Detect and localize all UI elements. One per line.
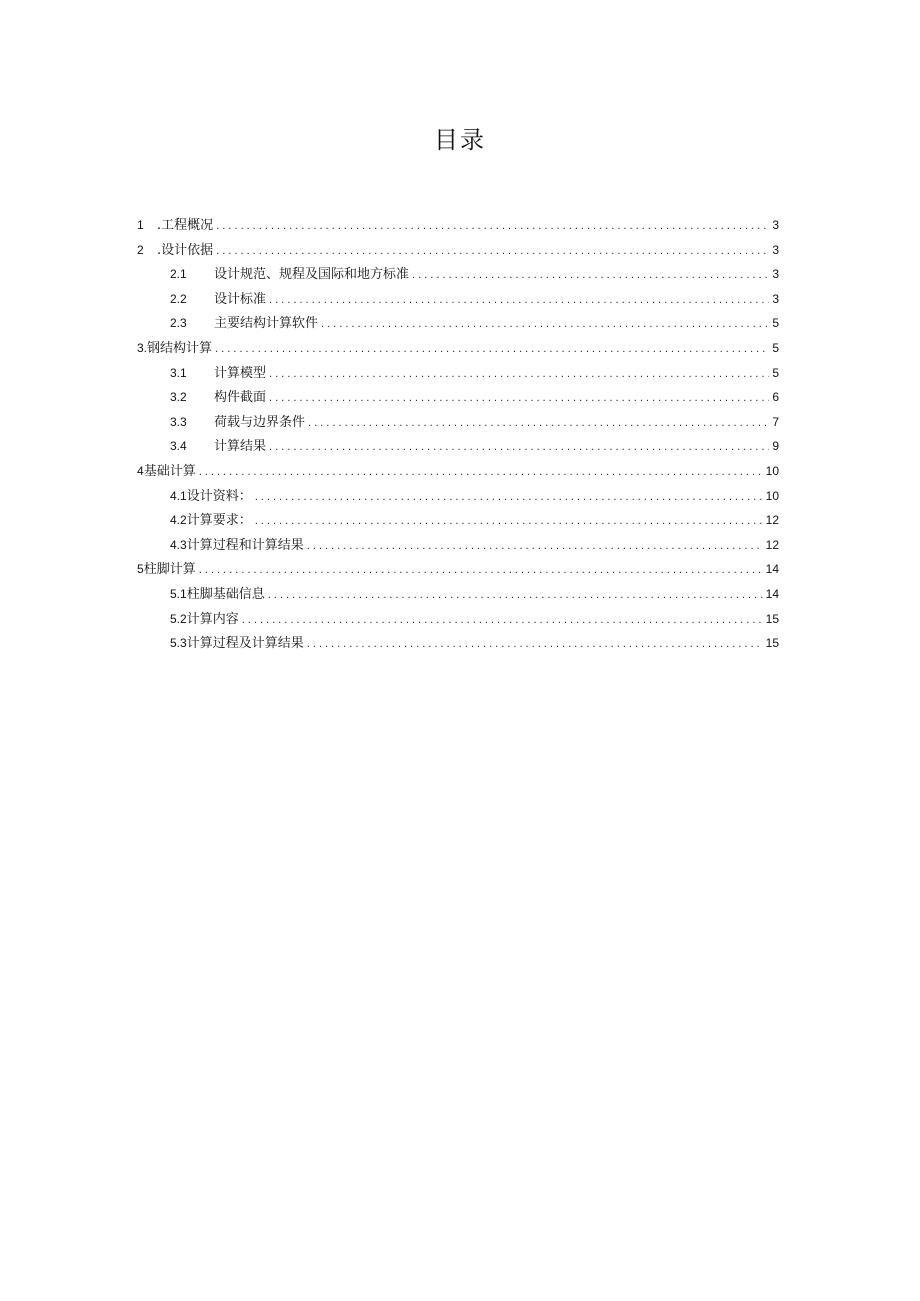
toc-dot-leader (269, 436, 769, 461)
toc-list (137, 213, 779, 656)
toc-entry-page: 6 (772, 390, 779, 405)
toc-entry-page: 14 (765, 562, 779, 577)
toc-entry[interactable] (137, 533, 779, 558)
toc-entry-title: 构件截面 (214, 390, 267, 406)
toc-entry[interactable] (137, 287, 779, 312)
toc-entry-page: 14 (765, 586, 779, 601)
toc-entry-title: 柱脚计算 (143, 562, 196, 578)
toc-dot-leader (242, 609, 763, 634)
toc-entry[interactable] (137, 582, 779, 607)
toc-dot-leader (321, 313, 769, 338)
toc-dot-leader (269, 363, 769, 388)
toc-entry-title: 设计资料： (186, 488, 252, 504)
toc-entry-number: 4.3 (170, 537, 187, 552)
toc-entry-page: 3 (772, 242, 779, 257)
toc-entry[interactable] (137, 311, 779, 336)
toc-entry-title: .设计依据 (157, 242, 214, 258)
toc-dot-leader (307, 633, 763, 658)
toc-entry[interactable] (137, 508, 779, 533)
toc-entry-number: 5.1 (170, 586, 187, 601)
toc-entry-number: 2.3 (170, 316, 187, 331)
toc-dot-leader (268, 584, 763, 609)
toc-entry-number: 3. (137, 340, 148, 355)
toc-entry-page: 10 (765, 488, 779, 503)
toc-entry[interactable] (137, 262, 779, 287)
toc-dot-leader (216, 215, 769, 240)
toc-dot-leader (255, 510, 763, 535)
toc-entry-page: 7 (772, 414, 779, 429)
toc-entry-number: 5 (137, 562, 144, 577)
toc-entry[interactable] (137, 631, 779, 656)
toc-dot-leader (269, 289, 769, 314)
toc-dot-leader (215, 338, 769, 363)
toc-entry[interactable] (137, 459, 779, 484)
toc-entry-title: 钢结构计算 (147, 340, 213, 356)
toc-entry-title: 主要结构计算软件 (214, 316, 319, 332)
toc-entry-title: 计算结果 (214, 439, 267, 455)
toc-entry-number: 2.2 (170, 291, 187, 306)
toc-entry[interactable] (137, 434, 779, 459)
toc-entry[interactable] (137, 484, 779, 509)
toc-entry[interactable] (137, 385, 779, 410)
toc-entry-number: 5.2 (170, 611, 187, 626)
toc-entry-number: 1 (137, 218, 144, 232)
toc-entry-title: 设计规范、规程及国际和地方标准 (214, 267, 410, 283)
toc-entry[interactable] (137, 410, 779, 435)
toc-entry-title: 计算要求： (186, 513, 252, 529)
toc-entry-title: 荷载与边界条件 (214, 414, 306, 430)
toc-entry-page: 15 (765, 611, 779, 626)
toc-entry-page: 3 (772, 291, 779, 306)
toc-dot-leader (269, 387, 769, 412)
toc-entry-title: 柱脚基础信息 (186, 586, 265, 602)
toc-dot-leader (199, 559, 763, 584)
toc-entry-number: 2.1 (170, 267, 187, 282)
toc-entry-number: 4.2 (170, 513, 187, 528)
toc-title: 目录 (434, 126, 486, 154)
toc-entry[interactable] (137, 557, 779, 582)
toc-entry[interactable] (137, 361, 779, 386)
toc-entry-number: 3.4 (170, 439, 187, 454)
toc-entry-page: 12 (765, 513, 779, 528)
toc-entry-page: 5 (772, 365, 779, 380)
toc-entry-title: 设计标准 (214, 291, 267, 307)
toc-entry-title: 计算内容 (186, 611, 239, 627)
toc-entry-number: 2 (137, 242, 144, 257)
toc-entry-page: 9 (772, 439, 779, 454)
toc-dot-leader (199, 461, 763, 486)
toc-entry-title: .工程概况 (157, 218, 214, 233)
toc-dot-leader (308, 412, 769, 437)
toc-entry[interactable] (137, 607, 779, 632)
toc-entry-title: 基础计算 (143, 463, 196, 479)
toc-entry[interactable] (137, 238, 779, 263)
toc-entry-title: 计算过程和计算结果 (186, 537, 304, 553)
toc-entry-page: 10 (765, 463, 779, 478)
toc-entry[interactable] (137, 213, 779, 238)
toc-entry-number: 4 (137, 463, 144, 478)
toc-dot-leader (216, 240, 769, 265)
toc-entry-page: 5 (772, 340, 779, 355)
toc-entry-title: 计算模型 (214, 365, 267, 381)
toc-entry-page: 12 (765, 537, 779, 552)
toc-entry-page: 5 (772, 316, 779, 331)
toc-entry-number: 4.1 (170, 488, 187, 503)
toc-entry-page: 3 (772, 218, 779, 232)
toc-entry[interactable] (137, 336, 779, 361)
toc-entry-title: 计算过程及计算结果 (186, 636, 304, 652)
toc-entry-number: 3.1 (170, 365, 187, 380)
toc-dot-leader (412, 264, 769, 289)
toc-entry-number: 5.3 (170, 636, 187, 651)
toc-entry-number: 3.3 (170, 414, 187, 429)
toc-dot-leader (307, 535, 763, 560)
toc-entry-page: 3 (772, 267, 779, 282)
toc-entry-number: 3.2 (170, 390, 187, 405)
toc-dot-leader (255, 486, 763, 511)
toc-entry-page: 15 (765, 636, 779, 651)
